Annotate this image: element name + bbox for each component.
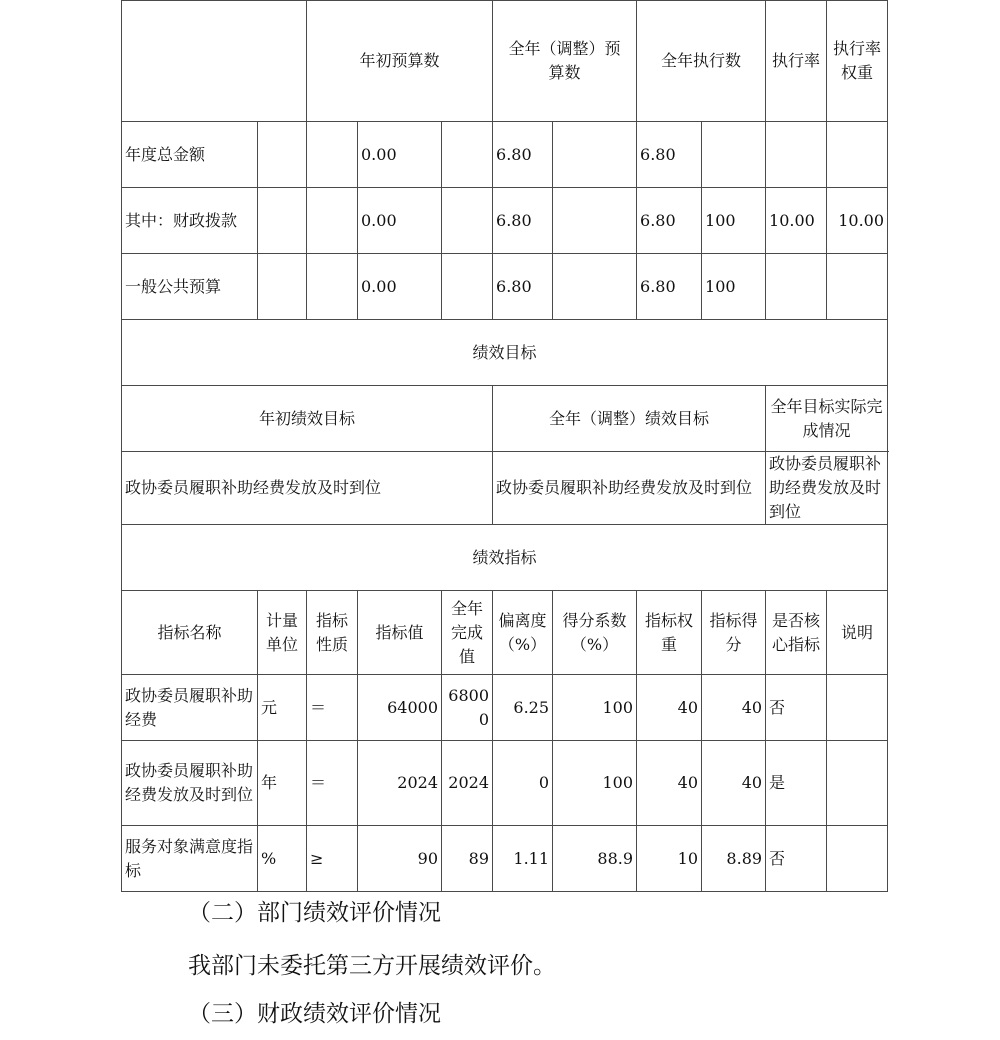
budget-row xyxy=(122,254,888,320)
indicator-coefficient: 100 xyxy=(553,675,637,741)
indicator-score: 40 xyxy=(702,741,766,826)
indicator-completed: 68000 xyxy=(442,675,493,741)
budget-cell-blank xyxy=(258,122,307,188)
budget-initial-value: 0.00 xyxy=(358,188,442,254)
indicator-coefficient: 88.9 xyxy=(553,826,637,892)
indicator-unit: 元 xyxy=(258,675,307,741)
budget-initial-value: 0.00 xyxy=(358,254,442,320)
indicator-value: 90 xyxy=(358,826,442,892)
indicator-coefficient: 100 xyxy=(553,741,637,826)
indicators-section-row xyxy=(122,525,888,591)
finance-evaluation-heading: （三）财政绩效评价情况 xyxy=(188,1001,441,1027)
budget-cell-blank xyxy=(258,188,307,254)
budget-header-row xyxy=(122,1,888,122)
ind-header-deviation: 偏离度（%） xyxy=(493,591,553,675)
budget-adjusted-value: 6.80 xyxy=(493,122,553,188)
ind-header-coefficient: 得分系数（%） xyxy=(553,591,637,675)
budget-cell-blank xyxy=(442,254,493,320)
indicator-completed: 2024 xyxy=(442,741,493,826)
indicator-weight: 10 xyxy=(637,826,702,892)
goals-section-row xyxy=(122,320,888,386)
indicator-note xyxy=(827,741,888,826)
indicator-weight: 40 xyxy=(637,675,702,741)
indicator-row xyxy=(122,675,888,741)
budget-cell-blank xyxy=(307,254,358,320)
budget-score-value: 10.00 xyxy=(827,188,888,254)
budget-actual-value: 6.80 xyxy=(637,122,702,188)
ind-header-name: 指标名称 xyxy=(122,591,258,675)
indicator-note xyxy=(827,675,888,741)
budget-rate-value: 100 xyxy=(702,254,766,320)
indicator-nature: ＝ xyxy=(307,741,358,826)
budget-row-label: 年度总金额 xyxy=(122,122,258,188)
budget-row xyxy=(122,122,888,188)
indicator-name: 政协委员履职补助经费发放及时到位 xyxy=(122,741,258,826)
ind-header-score: 指标得分 xyxy=(702,591,766,675)
goals-value-row xyxy=(122,452,888,525)
indicator-value: 2024 xyxy=(358,741,442,826)
dept-evaluation-heading: （二）部门绩效评价情况 xyxy=(188,900,441,926)
budget-rate-value: 100 xyxy=(702,188,766,254)
indicator-value: 64000 xyxy=(358,675,442,741)
indicator-core: 否 xyxy=(766,826,827,892)
indicator-row xyxy=(122,826,888,892)
budget-cell-blank xyxy=(442,188,493,254)
performance-table xyxy=(121,0,888,892)
indicator-note xyxy=(827,826,888,892)
header-actual-execution: 全年执行数 xyxy=(637,1,766,122)
budget-row xyxy=(122,188,888,254)
indicator-unit: 年 xyxy=(258,741,307,826)
budget-cell-blank xyxy=(307,122,358,188)
budget-cell-blank xyxy=(442,122,493,188)
goals-actual-value: 政协委员履职补助经费发放及时到位 xyxy=(766,452,888,525)
indicator-core: 是 xyxy=(766,741,827,826)
budget-actual-value: 6.80 xyxy=(637,254,702,320)
indicator-weight: 40 xyxy=(637,741,702,826)
indicator-score: 40 xyxy=(702,675,766,741)
budget-row-label: 一般公共预算 xyxy=(122,254,258,320)
indicator-core: 否 xyxy=(766,675,827,741)
indicator-name: 服务对象满意度指标 xyxy=(122,826,258,892)
dept-evaluation-text: 我部门未委托第三方开展绩效评价。 xyxy=(188,953,556,979)
budget-weight-value xyxy=(766,122,827,188)
budget-row-label: 其中：财政拨款 xyxy=(122,188,258,254)
ind-header-value: 指标值 xyxy=(358,591,442,675)
indicator-name: 政协委员履职补助经费 xyxy=(122,675,258,741)
budget-cell-blank xyxy=(553,188,637,254)
goals-header-row xyxy=(122,386,888,452)
ind-header-unit: 计量单位 xyxy=(258,591,307,675)
budget-weight-value xyxy=(766,254,827,320)
budget-cell-blank xyxy=(553,254,637,320)
indicator-unit: % xyxy=(258,826,307,892)
budget-adjusted-value: 6.80 xyxy=(493,188,553,254)
goals-initial-value: 政协委员履职补助经费发放及时到位 xyxy=(122,452,493,525)
indicator-row xyxy=(122,741,888,826)
budget-score-value xyxy=(827,254,888,320)
indicator-score: 8.89 xyxy=(702,826,766,892)
budget-adjusted-value: 6.80 xyxy=(493,254,553,320)
indicators-section-title: 绩效指标 xyxy=(122,525,888,591)
indicator-nature: ＝ xyxy=(307,675,358,741)
budget-cell-blank xyxy=(258,254,307,320)
budget-rate-value xyxy=(702,122,766,188)
indicator-completed: 89 xyxy=(442,826,493,892)
ind-header-completed: 全年完成值 xyxy=(442,591,493,675)
header-initial-budget: 年初预算数 xyxy=(307,1,493,122)
ind-header-weight: 指标权重 xyxy=(637,591,702,675)
budget-weight-value: 10.00 xyxy=(766,188,827,254)
ind-header-note: 说明 xyxy=(827,591,888,675)
indicator-deviation: 0 xyxy=(493,741,553,826)
goals-header-actual: 全年目标实际完成情况 xyxy=(766,386,888,452)
indicator-deviation: 1.11 xyxy=(493,826,553,892)
ind-header-nature: 指标性质 xyxy=(307,591,358,675)
budget-actual-value: 6.80 xyxy=(637,188,702,254)
header-execution-rate: 执行率 xyxy=(766,1,827,122)
budget-score-value xyxy=(827,122,888,188)
header-rate-weight: 执行率权重 xyxy=(827,1,888,122)
indicator-deviation: 6.25 xyxy=(493,675,553,741)
goals-adjusted-value: 政协委员履职补助经费发放及时到位 xyxy=(493,452,766,525)
indicator-nature: ≥ xyxy=(307,826,358,892)
header-adjusted-budget: 全年（调整）预算数 xyxy=(493,1,637,122)
ind-header-core: 是否核心指标 xyxy=(766,591,827,675)
goals-section-title: 绩效目标 xyxy=(122,320,888,386)
budget-initial-value: 0.00 xyxy=(358,122,442,188)
budget-cell-blank xyxy=(553,122,637,188)
indicators-header-row xyxy=(122,591,888,675)
budget-header-blank xyxy=(122,1,307,122)
goals-header-initial: 年初绩效目标 xyxy=(122,386,493,452)
goals-header-adjusted: 全年（调整）绩效目标 xyxy=(493,386,766,452)
budget-cell-blank xyxy=(307,188,358,254)
